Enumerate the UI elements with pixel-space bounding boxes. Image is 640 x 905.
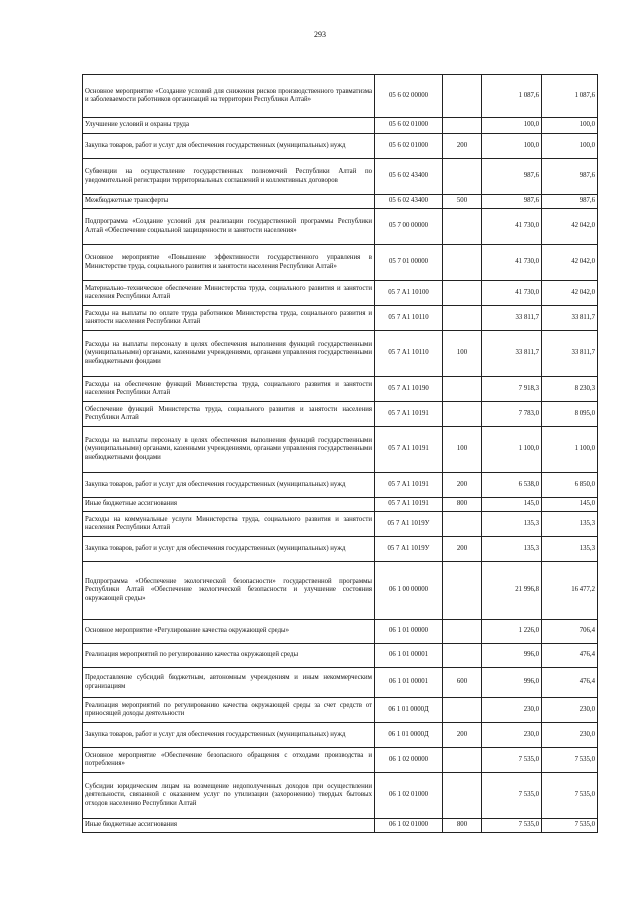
row-code: 06 1 02 01000 <box>375 819 443 833</box>
row-name: Закупка товаров, работ и услуг для обеспечения государственных (муниципальных) нужд <box>83 473 375 498</box>
row-amount-1: 7 535,0 <box>482 773 542 819</box>
row-expense-type: 100 <box>443 427 482 473</box>
table-row <box>83 377 598 402</box>
row-expense-type: 200 <box>443 134 482 159</box>
row-code: 06 1 01 00000 <box>375 620 443 644</box>
table-body <box>83 75 598 833</box>
row-amount-1: 100,0 <box>482 118 542 134</box>
row-amount-2: 1 087,6 <box>542 75 598 118</box>
row-name: Обеспечение функций Министерства труда, социального развития и занятости населения Республики Алтай <box>83 402 375 427</box>
row-expense-type <box>443 512 482 537</box>
row-name: Иные бюджетные ассигнования <box>83 819 375 833</box>
row-code: 05 7 01 00000 <box>375 245 443 281</box>
row-expense-type: 100 <box>443 331 482 377</box>
row-amount-1: 7 918,3 <box>482 377 542 402</box>
row-code: 05 7 А1 10191 <box>375 402 443 427</box>
row-amount-1: 7 783,0 <box>482 402 542 427</box>
row-name: Подпрограмма «Обеспечение экологической безопасности» государственной программы Республики Алтай «Обеспечение экологической безопасности и улучшение состояния окружающей среды» <box>83 562 375 620</box>
row-amount-1: 1 226,0 <box>482 620 542 644</box>
row-expense-type <box>443 159 482 195</box>
row-amount-1: 41 730,0 <box>482 209 542 245</box>
row-amount-2: 42 042,0 <box>542 209 598 245</box>
row-name: Расходы на коммунальные услуги Министерства труда, социального развития и занятости населения Республики Алтай <box>83 512 375 537</box>
row-expense-type: 800 <box>443 498 482 512</box>
row-name: Основное мероприятие «Регулирование качества окружающей среды» <box>83 620 375 644</box>
row-amount-1: 41 730,0 <box>482 281 542 306</box>
row-amount-2: 42 042,0 <box>542 281 598 306</box>
row-amount-2: 987,6 <box>542 195 598 209</box>
table-row <box>83 748 598 773</box>
row-code: 05 7 А1 10190 <box>375 377 443 402</box>
table-row <box>83 668 598 698</box>
row-code: 06 1 01 0000Д <box>375 723 443 748</box>
row-code: 05 7 А1 10191 <box>375 473 443 498</box>
row-name: Закупка товаров, работ и услуг для обеспечения государственных (муниципальных) нужд <box>83 134 375 159</box>
table-row <box>83 562 598 620</box>
table-row <box>83 75 598 118</box>
row-name: Подпрограмма «Создание условий для реализации государственной программы Республики Алтай «Обеспечение социальной защищенности и занятости населения» <box>83 209 375 245</box>
row-amount-2: 135,3 <box>542 537 598 562</box>
page-number: 293 <box>314 30 326 39</box>
table-row <box>83 134 598 159</box>
row-name: Субвенции на осуществление государственных полномочий Республики Алтай по уведомительной регистрации территориальных соглашений и коллективных договоров <box>83 159 375 195</box>
row-amount-1: 230,0 <box>482 698 542 723</box>
row-amount-1: 996,0 <box>482 644 542 668</box>
row-code: 05 7 А1 1019У <box>375 537 443 562</box>
row-amount-2: 987,6 <box>542 159 598 195</box>
row-code: 06 1 01 00001 <box>375 644 443 668</box>
row-amount-2: 135,3 <box>542 512 598 537</box>
row-amount-2: 33 811,7 <box>542 331 598 377</box>
row-name: Расходы на выплаты персоналу в целях обеспечения выполнения функций государственными (муниципальными) органами, казенными учреждениями, органами управления государственными внебюджетными фондами <box>83 427 375 473</box>
row-amount-1: 7 535,0 <box>482 819 542 833</box>
row-expense-type <box>443 209 482 245</box>
table-row <box>83 118 598 134</box>
row-amount-1: 7 535,0 <box>482 748 542 773</box>
table-row <box>83 331 598 377</box>
row-amount-2: 145,0 <box>542 498 598 512</box>
row-expense-type: 600 <box>443 668 482 698</box>
table-row <box>83 620 598 644</box>
row-name: Расходы на выплаты по оплате труда работников Министерства труда, социального развития и занятости населения Республики Алтай <box>83 306 375 331</box>
row-code: 06 1 02 01000 <box>375 773 443 819</box>
row-code: 06 1 00 00000 <box>375 562 443 620</box>
row-code: 06 1 02 00000 <box>375 748 443 773</box>
row-amount-1: 987,6 <box>482 159 542 195</box>
row-code: 06 1 01 00001 <box>375 668 443 698</box>
row-amount-1: 100,0 <box>482 134 542 159</box>
row-expense-type: 200 <box>443 723 482 748</box>
row-code: 05 7 А1 10191 <box>375 427 443 473</box>
row-name: Основное мероприятие «Обеспечение безопасного обращения с отходами производства и потребления» <box>83 748 375 773</box>
row-name: Реализация мероприятий по регулированию качества окружающей среды за счет средств от приносящей доходы деятельности <box>83 698 375 723</box>
row-amount-1: 996,0 <box>482 668 542 698</box>
row-code: 05 6 02 01000 <box>375 118 443 134</box>
row-amount-2: 7 535,0 <box>542 773 598 819</box>
row-expense-type <box>443 118 482 134</box>
row-expense-type <box>443 306 482 331</box>
row-code: 05 6 02 01000 <box>375 134 443 159</box>
row-name: Закупка товаров, работ и услуг для обеспечения государственных (муниципальных) нужд <box>83 723 375 748</box>
row-amount-2: 1 100,0 <box>542 427 598 473</box>
row-amount-2: 8 230,3 <box>542 377 598 402</box>
row-expense-type <box>443 377 482 402</box>
row-amount-1: 6 538,0 <box>482 473 542 498</box>
row-expense-type <box>443 281 482 306</box>
row-expense-type <box>443 245 482 281</box>
row-name: Расходы на выплаты персоналу в целях обеспечения выполнения функций государственными (муниципальными) органами, казенными учреждениями, органами управления государственными внебюджетными фондами <box>83 331 375 377</box>
row-expense-type <box>443 562 482 620</box>
table-row <box>83 245 598 281</box>
row-name: Материально–техническое обеспечение Министерства труда, социального развития и занятости населения Республики Алтай <box>83 281 375 306</box>
table-row <box>83 281 598 306</box>
row-amount-2: 16 477,2 <box>542 562 598 620</box>
row-amount-1: 230,0 <box>482 723 542 748</box>
row-amount-1: 41 730,0 <box>482 245 542 281</box>
row-expense-type <box>443 773 482 819</box>
row-code: 06 1 01 0000Д <box>375 698 443 723</box>
table-row <box>83 819 598 833</box>
row-name: Расходы на обеспечение функций Министерства труда, социального развития и занятости населения Республики Алтай <box>83 377 375 402</box>
row-amount-1: 33 811,7 <box>482 306 542 331</box>
row-expense-type: 200 <box>443 473 482 498</box>
table-row <box>83 473 598 498</box>
row-name: Предоставление субсидий бюджетным, автономным учреждениям и иным некоммерческим организациям <box>83 668 375 698</box>
row-amount-2: 100,0 <box>542 134 598 159</box>
row-expense-type <box>443 75 482 118</box>
row-name: Субсидии юридическим лицам на возмещение недополученных доходов при осуществлении деятельности, связанной с оказанием услуг по утилизации (захоронению) твердых бытовых отходов населению Республики Алтай <box>83 773 375 819</box>
row-amount-1: 135,3 <box>482 512 542 537</box>
table-row <box>83 773 598 819</box>
row-code: 05 6 02 00000 <box>375 75 443 118</box>
row-code: 05 7 А1 10100 <box>375 281 443 306</box>
row-name: Реализация мероприятий по регулированию качества окружающей среды <box>83 644 375 668</box>
table-row <box>83 698 598 723</box>
row-expense-type <box>443 402 482 427</box>
row-code: 05 6 02 43400 <box>375 159 443 195</box>
row-code: 05 7 А1 10191 <box>375 498 443 512</box>
row-amount-1: 33 811,7 <box>482 331 542 377</box>
row-amount-1: 987,6 <box>482 195 542 209</box>
row-amount-1: 145,0 <box>482 498 542 512</box>
table-row <box>83 159 598 195</box>
row-name: Основное мероприятие «Повышение эффективности государственного управления в Министерстве труда, социального развития и занятости населения Республики Алтай» <box>83 245 375 281</box>
row-amount-1: 1 087,6 <box>482 75 542 118</box>
table-row <box>83 537 598 562</box>
table-row <box>83 498 598 512</box>
row-name: Иные бюджетные ассигнования <box>83 498 375 512</box>
row-amount-2: 7 535,0 <box>542 819 598 833</box>
row-expense-type: 500 <box>443 195 482 209</box>
row-code: 05 7 А1 10110 <box>375 331 443 377</box>
row-amount-2: 230,0 <box>542 723 598 748</box>
row-amount-1: 1 100,0 <box>482 427 542 473</box>
row-amount-2: 7 535,0 <box>542 748 598 773</box>
row-name: Закупка товаров, работ и услуг для обеспечения государственных (муниципальных) нужд <box>83 537 375 562</box>
row-name: Основное мероприятие «Создание условий для снижения рисков производственного травматизма и заболеваемости работников организаций на территории Республики Алтай» <box>83 75 375 118</box>
row-amount-1: 21 996,8 <box>482 562 542 620</box>
row-code: 05 7 А1 1019У <box>375 512 443 537</box>
row-amount-2: 476,4 <box>542 668 598 698</box>
row-amount-2: 476,4 <box>542 644 598 668</box>
row-amount-2: 33 811,7 <box>542 306 598 331</box>
row-name: Межбюджетные трансферты <box>83 195 375 209</box>
row-amount-2: 8 095,0 <box>542 402 598 427</box>
table-row <box>83 402 598 427</box>
row-expense-type: 200 <box>443 537 482 562</box>
table-row <box>83 306 598 331</box>
row-code: 05 7 00 00000 <box>375 209 443 245</box>
row-expense-type <box>443 698 482 723</box>
row-name: Улучшение условий и охраны труда <box>83 118 375 134</box>
budget-table <box>82 74 598 833</box>
row-amount-2: 100,0 <box>542 118 598 134</box>
row-code: 05 7 А1 10110 <box>375 306 443 331</box>
table-row <box>83 644 598 668</box>
row-code: 05 6 02 43400 <box>375 195 443 209</box>
row-amount-1: 135,3 <box>482 537 542 562</box>
table-row <box>83 512 598 537</box>
row-amount-2: 6 850,0 <box>542 473 598 498</box>
row-expense-type: 800 <box>443 819 482 833</box>
row-expense-type <box>443 644 482 668</box>
row-amount-2: 42 042,0 <box>542 245 598 281</box>
row-amount-2: 230,0 <box>542 698 598 723</box>
table-row <box>83 195 598 209</box>
table-row <box>83 723 598 748</box>
row-expense-type <box>443 748 482 773</box>
row-amount-2: 706,4 <box>542 620 598 644</box>
row-expense-type <box>443 620 482 644</box>
table-row <box>83 209 598 245</box>
table-row <box>83 427 598 473</box>
